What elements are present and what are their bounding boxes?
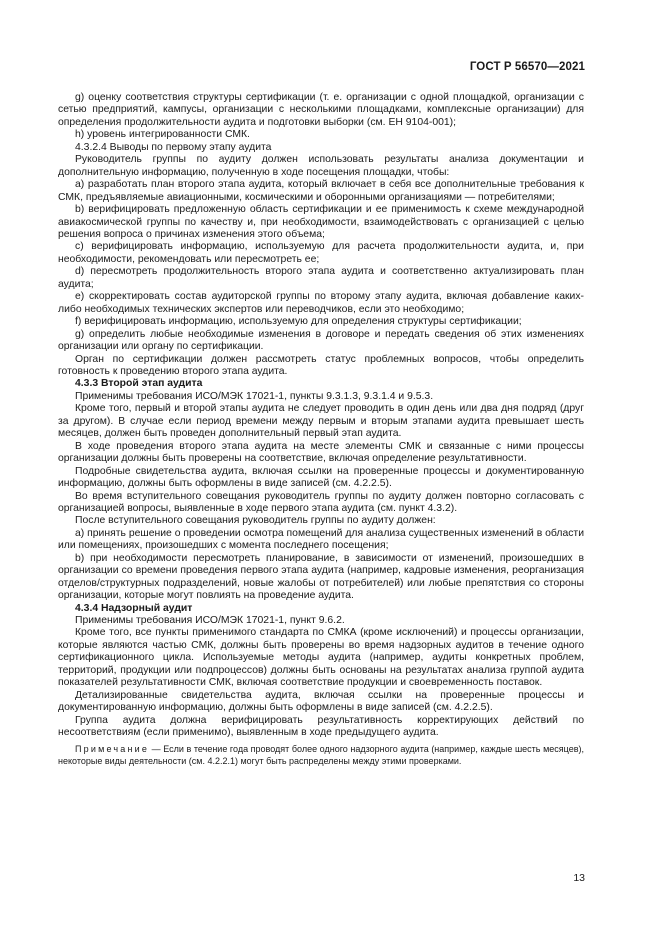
paragraph: Орган по сертификации должен рассмотреть статус проблемных вопросов, чтобы определить готовность к проведению второго этапа аудита.: [58, 353, 584, 377]
list-item: e) скорректировать состав аудиторской группы по второму этапу аудита, включая добавление каких-либо необходимых технических экспертов или переводчиков, если это необходимо;: [58, 291, 584, 315]
section-heading: 4.3.4 Надзорный аудит: [75, 602, 193, 614]
paragraph: Группа аудита должна верифицировать результативность корректирующих действий по несоответствиям (если применимо), выявленным в ходе предыдущего аудита.: [58, 714, 584, 739]
page-number: 13: [573, 872, 585, 884]
subsection-heading: 4.3.2.4 Выводы по первому этапу аудита: [75, 141, 272, 153]
list-item: a) принять решение о проведении осмотра помещений для анализа существенных изменений в области или помещениях, произошедших с момента последнего посещения;: [58, 527, 584, 552]
paragraph: Применимы требования ИСО/МЭК 17021-1, пункты 9.3.1.3, 9.3.1.4 и 9.5.3.: [75, 390, 434, 402]
section-heading: 4.3.3 Второй этап аудита: [75, 378, 203, 390]
list-item: f) верифицировать информацию, используемую для определения структуры сертификации;: [75, 316, 522, 328]
list-item: c) верифицировать информацию, используемую для расчета продолжительности аудита, и, при необходимости, рекомендовать или пересмотреть ее;: [58, 241, 584, 265]
list-item: d) пересмотреть продолжительность второго этапа аудита и соответственно актуализировать план аудита;: [58, 266, 584, 290]
paragraph: Детализированные свидетельства аудита, включая ссылки на проверенные процессы и документированную информацию, должны быть оформлены в виде записей (см. 4.2.2.5).: [58, 689, 584, 714]
paragraph: Применимы требования ИСО/МЭК 17021-1, пункт 9.6.2.: [75, 615, 345, 627]
list-item: b) верифицировать предложенную область сертификации и ее применимость к схеме международной авиакосмической группы по качеству и, при необходимости, взаимодействовать с организацией с целью решения вопроса о причинах изменения этого объема;: [58, 204, 584, 240]
paragraph: g) оценку соответствия структуры сертификации (т. е. организации с одной площадкой, организации с сетью предприятий, кампусы, организации с несколькими площадками, комплексные организации) для определения продолжительности аудита и подготовки выборки (см. ЕН 9104-001);: [58, 92, 584, 128]
paragraph: После вступительного совещания руководитель группы по аудиту должен:: [75, 515, 436, 527]
paragraph: Во время вступительного совещания руководитель группы по аудиту должен повторно согласовать с организацией вопросы, выявленные в ходе первого этапа аудита (см. пункт 4.3.2).: [58, 490, 584, 514]
paragraph: В ходе проведения второго этапа аудита на месте элементы СМК и связанные с ними процессы организации должны быть проверены на соответствие, включая определение результативности.: [58, 440, 584, 465]
note-label: Примечание: [75, 743, 150, 754]
note-text: — Если в течение года проводят более одного надзорного аудита (например, каждые шесть месяцев), некоторые виды деятельности (см. 4.2.2.1) могут быть распределены между этими проверками.: [58, 743, 584, 766]
list-item: b) при необходимости пересмотреть планирование, в зависимости от изменений, произошедших в организации со времени проведения первого этапа аудита (например, кадровые изменения, реорганизация отделов/структурных подразделений, новые жалобы от потребителей) или любые препятствия со стороны организации, которые могут повлиять на проведение аудита.: [58, 552, 584, 602]
document-body: [58, 92, 584, 767]
paragraph: Руководитель группы по аудиту должен использовать результаты анализа документации и дополнительную информацию, полученную в ходе посещения площадки, чтобы:: [58, 154, 584, 178]
paragraph: h) уровень интегрированности СМК.: [75, 129, 250, 141]
list-item: a) разработать план второго этапа аудита, который включает в себя все дополнительные требования к СМК, предъявляемые авиационными, космическими и оборонными организациями — потребителями;: [58, 179, 584, 203]
paragraph: Подробные свидетельства аудита, включая ссылки на проверенные процессы и документированную информацию, должны быть оформлены в виде записей (см. 4.2.2.5).: [58, 465, 584, 490]
standard-designation: ГОСТ Р 56570—2021: [469, 61, 585, 73]
list-item: g) определить любые необходимые изменения в договоре и передать сведения об этих изменениях организации или органу по сертификации.: [58, 328, 584, 353]
note: [58, 743, 584, 767]
paragraph: Кроме того, все пункты применимого стандарта по СМКА (кроме исключений) и процессы организации, которые являются частью СМК, должны быть проверены во время надзорных аудитов в течение одного сертификационного цикла. Используемые методы аудита (например, аудиты конкретных проблем, территорий, продукции или подпроцессов) должны быть основаны на результатах анализа группой аудита показателей результативности СМК, включая соответствие продукции и своевременность поставок.: [58, 627, 584, 689]
paragraph: Кроме того, первый и второй этапы аудита не следует проводить в один день или два дня подряд (друг за другом). В случае если период времени между первым и вторым этапами аудита превышает шесть месяцев, должен быть проведен дополнительный первый этап аудита.: [58, 403, 584, 440]
